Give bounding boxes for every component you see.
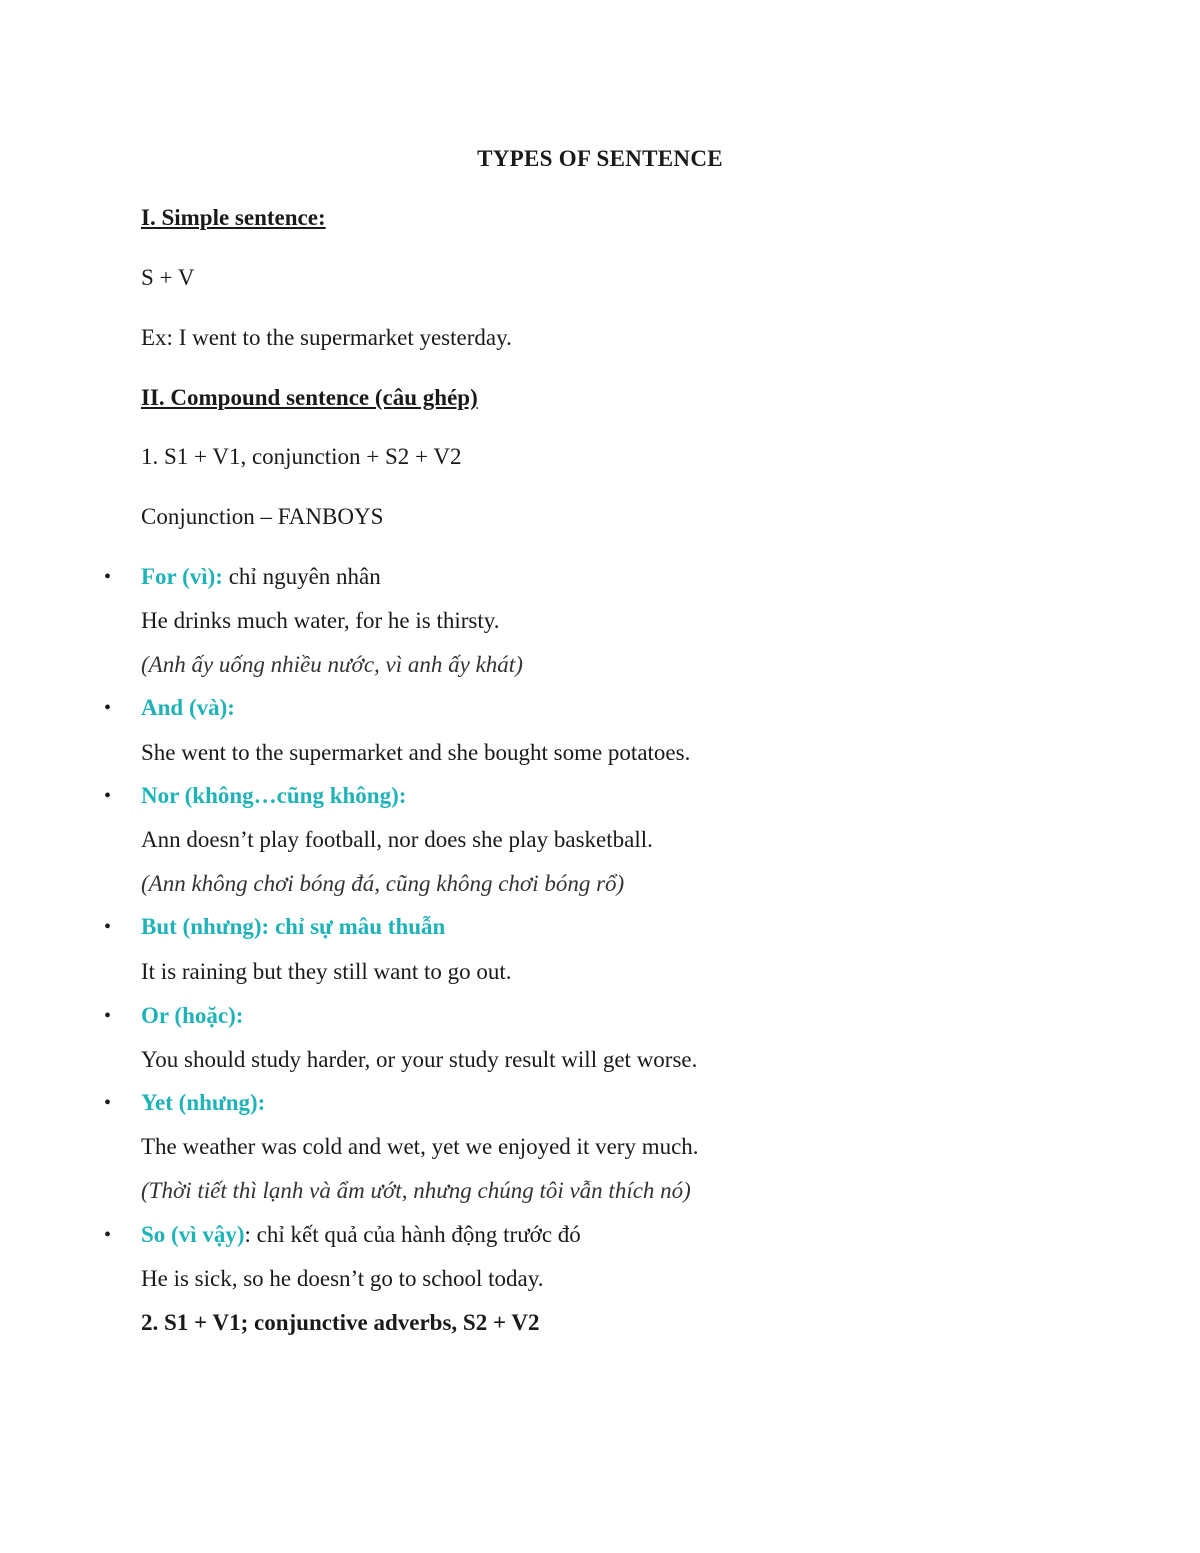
bullet-for-example: He drinks much water, for he is thirsty. bbox=[141, 608, 500, 633]
bullet-so-note: : chỉ kết quả của hành động trước đó bbox=[244, 1222, 581, 1247]
bullet-yet-label: Yet (nhưng): bbox=[141, 1090, 266, 1115]
bullet-icon: • bbox=[104, 916, 112, 938]
section1-example: Ex: I went to the supermarket yesterday. bbox=[141, 325, 512, 350]
bullet-or bbox=[141, 1004, 243, 1027]
section1-heading: I. Simple sentence: bbox=[141, 205, 326, 230]
bullet-nor-label: Nor (không…cũng không): bbox=[141, 783, 407, 808]
bullet-for-note: chỉ nguyên nhân bbox=[222, 564, 381, 589]
bullet-but-example: It is raining but they still want to go out. bbox=[141, 959, 512, 984]
section2-heading: II. Compound sentence (câu ghép) bbox=[141, 385, 478, 410]
bullet-icon: • bbox=[104, 1224, 112, 1246]
section1-formula: S + V bbox=[141, 265, 195, 290]
bullet-and-label: And (và): bbox=[141, 695, 235, 720]
bullet-yet-translation: (Thời tiết thì lạnh và ẩm ướt, nhưng chúng tôi vẫn thích nó) bbox=[141, 1178, 691, 1203]
bullet-for-translation: (Anh ấy uống nhiều nước, vì anh ấy khát) bbox=[141, 652, 523, 677]
bullet-nor bbox=[141, 784, 406, 807]
bullet-or-label: Or (hoặc): bbox=[141, 1003, 244, 1028]
bullet-icon: • bbox=[104, 697, 112, 719]
bullet-nor-translation: (Ann không chơi bóng đá, cũng không chơi bóng rổ) bbox=[141, 871, 625, 896]
bullet-and bbox=[141, 696, 235, 719]
bullet-nor-example: Ann doesn’t play football, nor does she play basketball. bbox=[141, 827, 653, 852]
bullet-icon: • bbox=[104, 566, 112, 588]
bullet-but bbox=[141, 915, 445, 938]
document-title: TYPES OF SENTENCE bbox=[477, 146, 723, 171]
bullet-so-label: So (vì vậy) bbox=[141, 1222, 245, 1247]
bullet-but-label: But (nhưng): chỉ sự mâu thuẫn bbox=[141, 914, 446, 939]
bullet-icon: • bbox=[104, 1005, 112, 1027]
bullet-yet-example: The weather was cold and wet, yet we enjoyed it very much. bbox=[141, 1134, 699, 1159]
conjunction-line: Conjunction – FANBOYS bbox=[141, 504, 384, 529]
bullet-icon: • bbox=[104, 1092, 112, 1114]
section2-formula2: 2. S1 + V1; conjunctive adverbs, S2 + V2 bbox=[141, 1310, 540, 1335]
bullet-or-example: You should study harder, or your study result will get worse. bbox=[141, 1047, 698, 1072]
bullet-for-label: For (vì): bbox=[141, 564, 223, 589]
bullet-so-example: He is sick, so he doesn’t go to school today. bbox=[141, 1266, 544, 1291]
section2-formula1: 1. S1 + V1, conjunction + S2 + V2 bbox=[141, 444, 462, 469]
bullet-yet bbox=[141, 1091, 265, 1114]
bullet-for bbox=[141, 565, 381, 588]
bullet-so bbox=[141, 1223, 581, 1246]
bullet-icon: • bbox=[104, 785, 112, 807]
bullet-and-example: She went to the supermarket and she bought some potatoes. bbox=[141, 740, 691, 765]
